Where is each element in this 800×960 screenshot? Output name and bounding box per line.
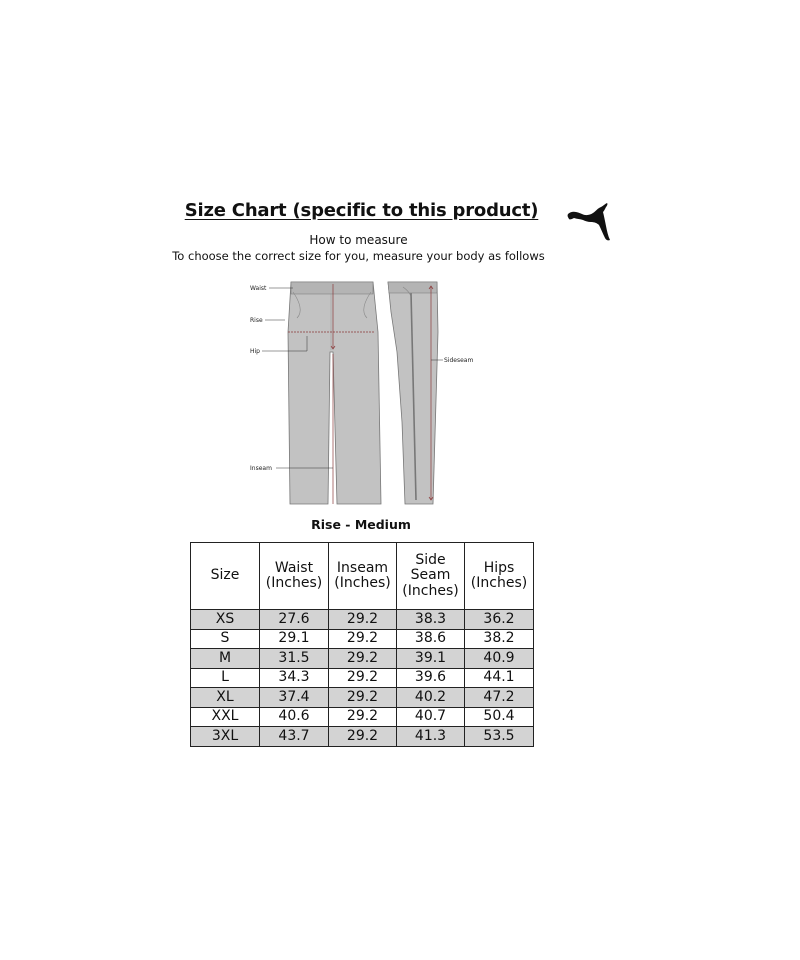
cell-size: 3XL xyxy=(191,727,260,747)
table-row xyxy=(191,629,534,649)
header-inseam: Inseam (Inches) xyxy=(329,543,397,610)
header-side-seam: Side Seam (Inches) xyxy=(397,543,465,610)
cell-hips: 44.1 xyxy=(465,668,534,688)
cell-inseam: 29.2 xyxy=(329,688,397,708)
cell-waist: 34.3 xyxy=(260,668,329,688)
cell-side-seam: 38.3 xyxy=(397,610,465,630)
table-row xyxy=(191,707,534,727)
table-row xyxy=(191,649,534,669)
table-row xyxy=(191,610,534,630)
front-pants xyxy=(288,282,381,504)
sideseam-label: Sideseam xyxy=(444,357,474,364)
cell-hips: 50.4 xyxy=(465,707,534,727)
page-title: Size Chart (specific to this product) xyxy=(184,200,539,221)
cell-size: XS xyxy=(191,610,260,630)
cell-hips: 38.2 xyxy=(465,629,534,649)
cell-waist: 37.4 xyxy=(260,688,329,708)
measure-instruction: To choose the correct size for you, measure your body as follows xyxy=(172,249,545,263)
cell-side-seam: 39.1 xyxy=(397,649,465,669)
cell-hips: 47.2 xyxy=(465,688,534,708)
cell-inseam: 29.2 xyxy=(329,649,397,669)
cell-inseam: 29.2 xyxy=(329,668,397,688)
hip-label: Hip xyxy=(250,348,260,355)
side-pants xyxy=(388,282,438,504)
cell-inseam: 29.2 xyxy=(329,707,397,727)
table-header-row xyxy=(191,543,534,610)
rise-diagram-label: Rise xyxy=(250,317,263,324)
cell-size: L xyxy=(191,668,260,688)
cell-inseam: 29.2 xyxy=(329,629,397,649)
cell-side-seam: 41.3 xyxy=(397,727,465,747)
header-size: Size xyxy=(191,543,260,610)
cell-waist: 29.1 xyxy=(260,629,329,649)
cell-hips: 40.9 xyxy=(465,649,534,669)
cell-size: XXL xyxy=(191,707,260,727)
cell-waist: 43.7 xyxy=(260,727,329,747)
cell-waist: 31.5 xyxy=(260,649,329,669)
cell-waist: 27.6 xyxy=(260,610,329,630)
cell-waist: 40.6 xyxy=(260,707,329,727)
rise-label: Rise - Medium xyxy=(311,517,411,532)
cell-hips: 53.5 xyxy=(465,727,534,747)
header-waist: Waist (Inches) xyxy=(260,543,329,610)
cell-side-seam: 40.7 xyxy=(397,707,465,727)
cell-inseam: 29.2 xyxy=(329,610,397,630)
waist-label: Waist xyxy=(250,285,267,292)
pants-measurement-diagram xyxy=(245,272,485,512)
cell-side-seam: 39.6 xyxy=(397,668,465,688)
header-hips: Hips (Inches) xyxy=(465,543,534,610)
cell-side-seam: 38.6 xyxy=(397,629,465,649)
cell-size: S xyxy=(191,629,260,649)
cell-size: XL xyxy=(191,688,260,708)
table-row xyxy=(191,727,534,747)
table-row xyxy=(191,668,534,688)
size-table xyxy=(190,542,534,747)
cell-size: M xyxy=(191,649,260,669)
how-to-measure-heading: How to measure xyxy=(309,233,408,247)
table-row xyxy=(191,688,534,708)
cell-side-seam: 40.2 xyxy=(397,688,465,708)
cell-hips: 36.2 xyxy=(465,610,534,630)
cell-inseam: 29.2 xyxy=(329,727,397,747)
inseam-label: Inseam xyxy=(250,465,272,472)
